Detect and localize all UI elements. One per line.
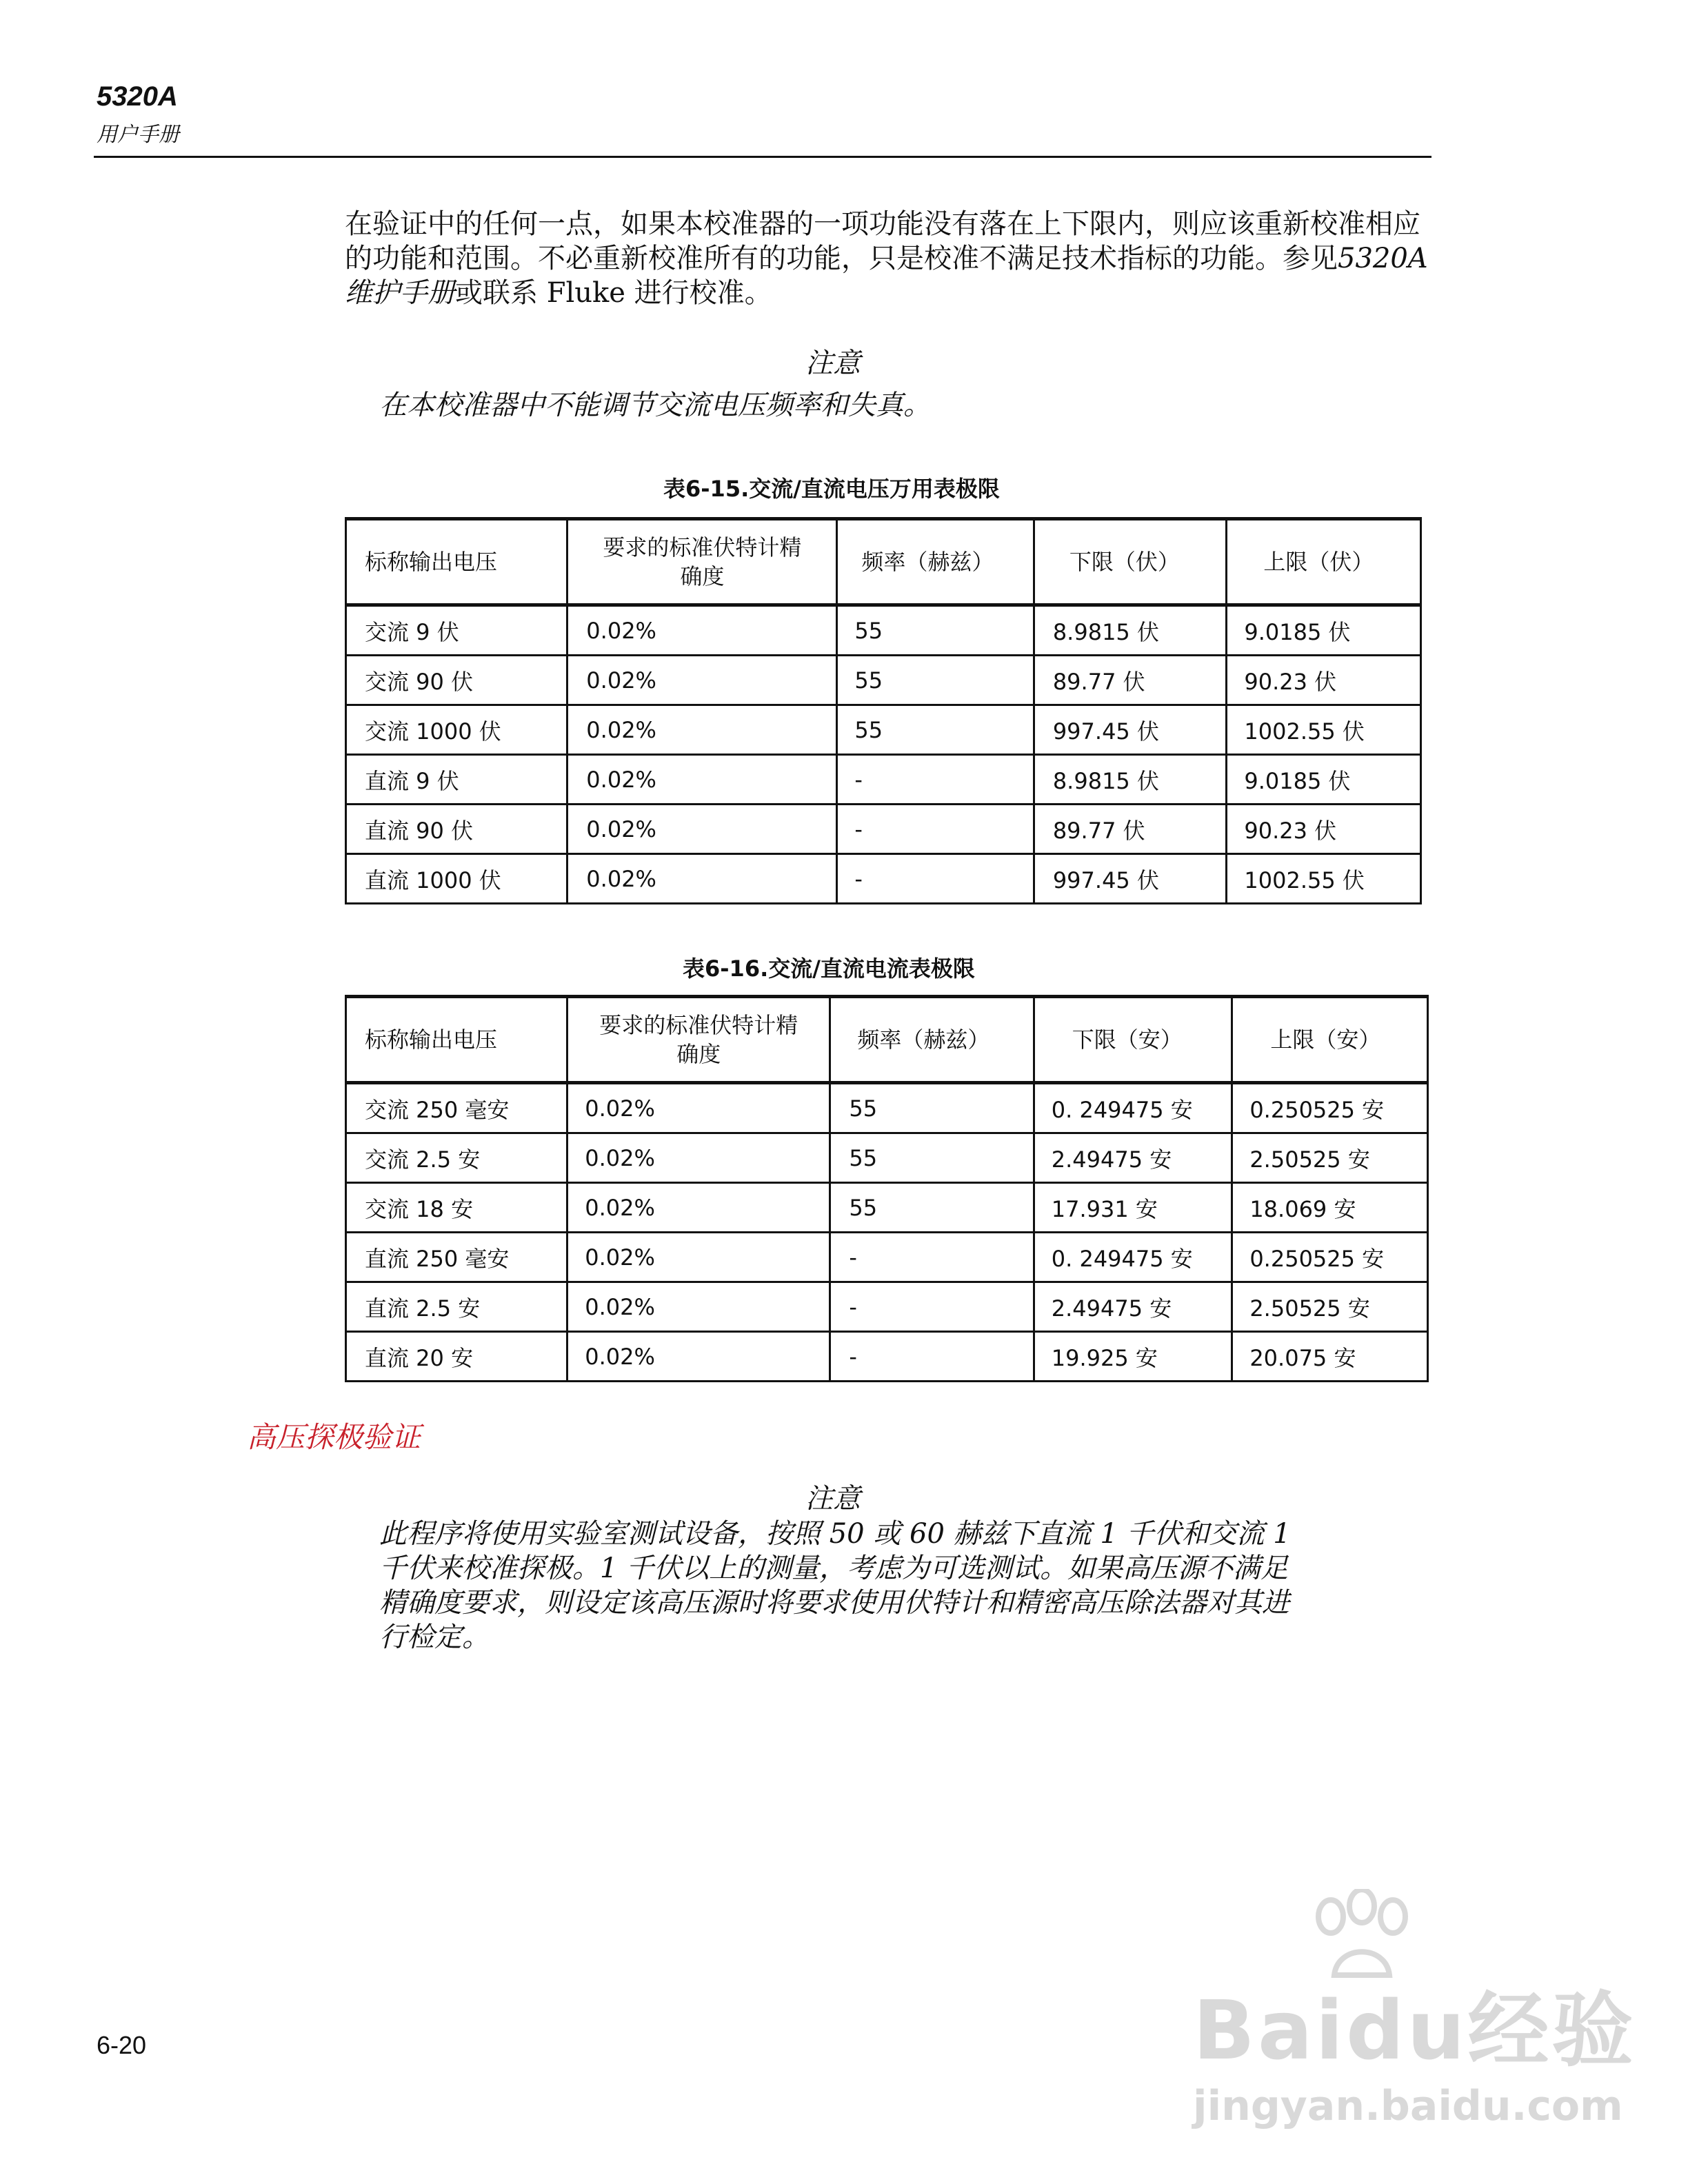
table-cell: 直流 1000 伏 <box>346 854 567 904</box>
table-cell: 0.02% <box>567 1332 830 1382</box>
note-body: 此程序将使用实验室测试设备，按照 50 或 60 赫兹下直流 1 千伏和交流 1 千伏来校准探极。1 千伏以上的测量，考虑为可选测试。如果高压源不满足精确度要求，则设定该高压源时将要求使用伏特计和精密高压除法器对其进行检定。 <box>379 1518 1291 1653</box>
table-cell: 1002.55 伏 <box>1227 854 1421 904</box>
table-cell: 90.23 伏 <box>1227 805 1421 854</box>
table-cell: 0.02% <box>567 1133 830 1183</box>
table-cell: 0.02% <box>567 805 837 854</box>
table-cell: 55 <box>837 656 1034 705</box>
table-cell: 55 <box>837 605 1034 656</box>
table-cell: 0.250525 安 <box>1232 1083 1428 1133</box>
table-cell: 89.77 伏 <box>1034 656 1227 705</box>
table-cell: 0.02% <box>567 1183 830 1233</box>
manual-reference: 5320A 维护手册 <box>345 243 1428 309</box>
table-cell: 交流 250 毫安 <box>346 1083 567 1133</box>
note-title: 注意 <box>805 347 861 379</box>
table-cell: 2.49475 安 <box>1034 1282 1232 1332</box>
table-cell: - <box>830 1282 1034 1332</box>
header-cell: 要求的标准伏特计精确度 <box>567 997 830 1083</box>
header-rule <box>94 156 1431 158</box>
table-cell: 0. 249475 安 <box>1034 1233 1232 1282</box>
intro-text-2: 或联系 Fluke 进行校准。 <box>455 277 772 309</box>
header-cell: 上限（安） <box>1232 997 1428 1083</box>
table-cell: 直流 2.5 安 <box>346 1282 567 1332</box>
table-row <box>346 854 1421 904</box>
table-cell: 2.49475 安 <box>1034 1133 1232 1183</box>
table-row <box>346 1282 1428 1332</box>
table-cell: - <box>830 1332 1034 1382</box>
table-cell: 997.45 伏 <box>1034 705 1227 755</box>
table-cell: 18.069 安 <box>1232 1183 1428 1233</box>
table-cell: 0. 249475 安 <box>1034 1083 1232 1133</box>
manual-subtitle: 用户手册 <box>97 123 179 147</box>
table-cell: 直流 250 毫安 <box>346 1233 567 1282</box>
table-cell: 交流 9 伏 <box>346 605 567 656</box>
table-row <box>346 1233 1428 1282</box>
table-cell: 0.02% <box>567 854 837 904</box>
table-row <box>346 805 1421 854</box>
table-cell: 直流 20 安 <box>346 1332 567 1382</box>
table-cell: - <box>837 755 1034 805</box>
table-header-row <box>346 997 1428 1083</box>
table-cell: - <box>830 1233 1034 1282</box>
table-row <box>346 605 1421 656</box>
manual-model: 5320A <box>97 81 178 112</box>
table-row <box>346 755 1421 805</box>
note-body: 在本校准器中不能调节交流电压频率和失真。 <box>379 390 931 421</box>
header-cell: 频率（赫兹） <box>837 519 1034 605</box>
table-cell: 0.02% <box>567 605 837 656</box>
table-cell: 直流 9 伏 <box>346 755 567 805</box>
table-cell: 交流 90 伏 <box>346 656 567 705</box>
table-cell: 0.02% <box>567 1083 830 1133</box>
table-row <box>346 1133 1428 1183</box>
table-cell: 19.925 安 <box>1034 1332 1232 1382</box>
table-header-row <box>346 519 1421 605</box>
note-title: 注意 <box>805 1483 861 1515</box>
table-cell: 2.50525 安 <box>1232 1282 1428 1332</box>
watermark <box>1193 1889 1636 2130</box>
table-cell: 90.23 伏 <box>1227 656 1421 705</box>
table-cell: 0.02% <box>567 755 837 805</box>
table-cell: - <box>837 805 1034 854</box>
page-number: 6-20 <box>97 2031 147 2059</box>
table-caption: 表6-15.交流/直流电压万用表极限 <box>663 476 1000 502</box>
watermark-logo: Baidu经验 <box>1193 1983 1636 2078</box>
header-cell: 标称输出电压 <box>346 997 567 1083</box>
table-cell: 9.0185 伏 <box>1227 755 1421 805</box>
table-cell: 9.0185 伏 <box>1227 605 1421 656</box>
table-cell: 89.77 伏 <box>1034 805 1227 854</box>
table-row <box>346 1083 1428 1133</box>
table-cell: - <box>837 854 1034 904</box>
table-cell: 0.02% <box>567 705 837 755</box>
table-cell: 55 <box>830 1133 1034 1183</box>
header-cell: 上限（伏） <box>1227 519 1421 605</box>
header-cell: 标称输出电压 <box>346 519 567 605</box>
table-cell: 8.9815 伏 <box>1034 755 1227 805</box>
table-row <box>346 1332 1428 1382</box>
table-cell: 交流 18 安 <box>346 1183 567 1233</box>
table-cell: 17.931 安 <box>1034 1183 1232 1233</box>
table-cell: 55 <box>830 1083 1034 1133</box>
section-heading: 高压探极验证 <box>247 1420 421 1454</box>
table-cell: 8.9815 伏 <box>1034 605 1227 656</box>
table-caption: 表6-16.交流/直流电流表极限 <box>683 956 975 982</box>
table-cell: 0.02% <box>567 1233 830 1282</box>
intro-text-1: 在验证中的任何一点，如果本校准器的一项功能没有落在上下限内，则应该重新校准相应的功能和范围。不必重新校准所有的功能，只是校准不满足技术指标的功能。参见 <box>345 208 1420 274</box>
table-cell: 0.02% <box>567 1282 830 1332</box>
table-cell: 直流 90 伏 <box>346 805 567 854</box>
table-row <box>346 656 1421 705</box>
current-limits-table <box>345 995 1429 1382</box>
header-cell: 下限（伏） <box>1034 519 1227 605</box>
table-cell: 2.50525 安 <box>1232 1133 1428 1183</box>
table-cell: 交流 2.5 安 <box>346 1133 567 1183</box>
table-cell: 55 <box>830 1183 1034 1233</box>
table-row <box>346 1183 1428 1233</box>
table-cell: 0.250525 安 <box>1232 1233 1428 1282</box>
table-cell: 997.45 伏 <box>1034 854 1227 904</box>
table-cell: 1002.55 伏 <box>1227 705 1421 755</box>
table-cell: 交流 1000 伏 <box>346 705 567 755</box>
header-cell: 频率（赫兹） <box>830 997 1034 1083</box>
intro-paragraph <box>345 207 1434 310</box>
watermark-url: jingyan.baidu.com <box>1193 2082 1623 2130</box>
table-cell: 0.02% <box>567 656 837 705</box>
table-cell: 20.075 安 <box>1232 1332 1428 1382</box>
table-row <box>346 705 1421 755</box>
voltage-limits-table <box>345 517 1422 904</box>
table-cell: 55 <box>837 705 1034 755</box>
header-cell: 下限（安） <box>1034 997 1232 1083</box>
header-cell: 要求的标准伏特计精确度 <box>567 519 837 605</box>
